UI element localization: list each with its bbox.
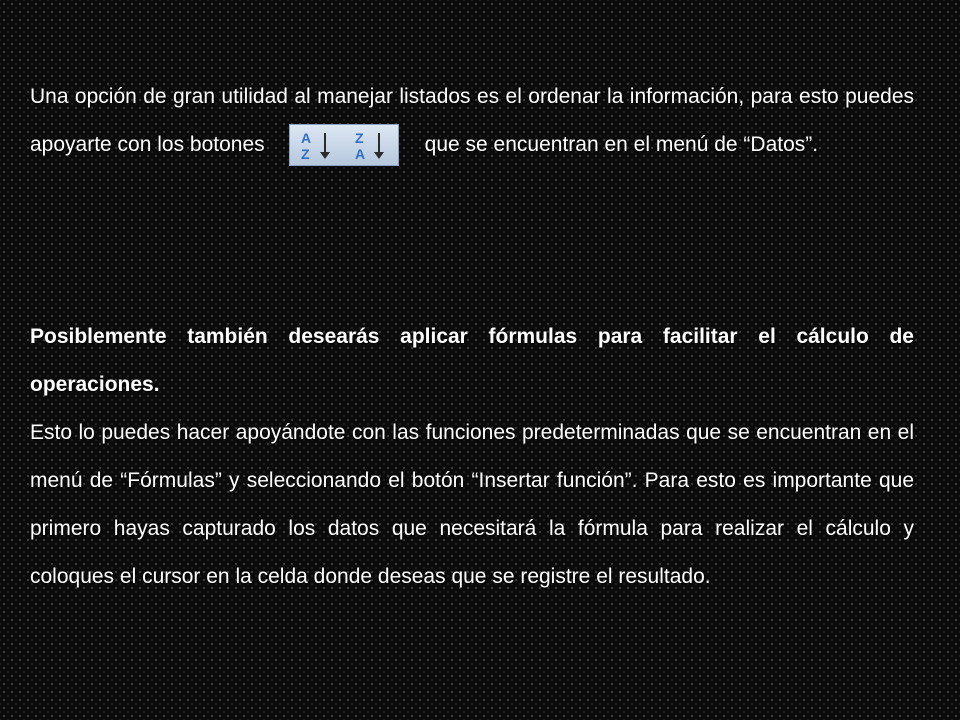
paragraph-sort-text-before: Una opción de gran utilidad al manejar listados es el ordenar la información, para esto puedes apoyarte con los botones bbox=[30, 85, 914, 156]
sort-desc-bottom-letter: A bbox=[354, 146, 365, 163]
sort-asc-top-letter: A bbox=[300, 130, 311, 147]
sort-buttons-image bbox=[289, 124, 399, 166]
sort-descending-icon bbox=[351, 128, 391, 162]
paragraph-sort-info bbox=[30, 73, 914, 169]
sort-ascending-icon bbox=[297, 128, 337, 162]
paragraph-sort-text-after: que se encuentran en el menú de “Datos”. bbox=[424, 133, 819, 156]
paragraph-formulas-heading: Posiblemente también desearás aplicar fórmulas para facilitar el cálculo de operaciones. bbox=[30, 325, 914, 396]
sort-desc-top-letter: Z bbox=[354, 130, 364, 147]
sort-asc-bottom-letter: Z bbox=[300, 146, 310, 163]
paragraph-formulas-body: Esto lo puedes hacer apoyándote con las funciones predeterminadas que se encuentran en el menú de “Fórmulas” y seleccionando el botón “Insertar función”. Para esto es importante que primero hayas capturado los datos que necesitará la fórmula para realizar el cálculo y coloques el cursor en la celda donde deseas que se registre el resultado. bbox=[30, 421, 914, 588]
